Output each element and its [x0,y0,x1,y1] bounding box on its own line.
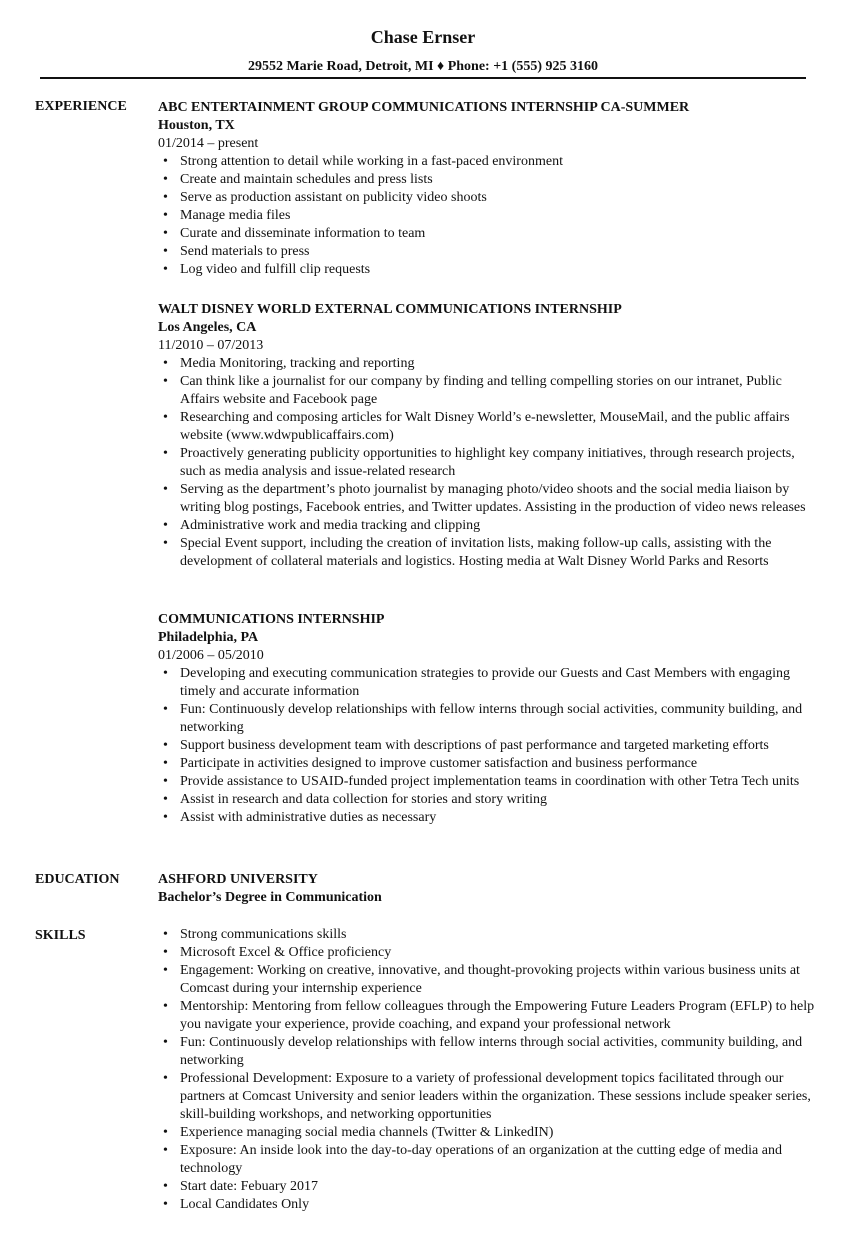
list-item: • Manage media files [180,207,818,225]
degree: Bachelor’s Degree in Communication [158,890,382,905]
list-item: • Exposure: An inside look into the day-to-day operations of an organization at the cutting edge of media and technology [180,1142,818,1178]
job-dates: 01/2006 – 05/2010 [158,648,264,663]
experience-section-label: EXPERIENCE [35,99,127,114]
job-bullet-list [158,665,818,827]
list-item: • Special Event support, including the creation of invitation lists, making follow-up calls, assisting with the development of collateral materials and logistics. Hosting media at Walt Disney World Parks and Resorts [180,535,818,571]
list-item: • Engagement: Working on creative, innovative, and thought-provoking projects within various business units at Comcast during your internship experience [180,962,818,998]
job-title: ABC ENTERTAINMENT GROUP COMMUNICATIONS INTERNSHIP CA-SUMMER [158,100,690,115]
list-item: • Serve as production assistant on publicity video shoots [180,189,818,207]
job-location: Philadelphia, PA [158,630,259,645]
list-item: • Media Monitoring, tracking and reporting [180,355,818,373]
list-item: • Start date: Febuary 2017 [180,1178,818,1196]
list-item: • Participate in activities designed to improve customer satisfaction and business performance [180,755,818,773]
list-item: • Strong communications skills [180,926,818,944]
job-bullet-list [158,355,818,571]
list-item: • Professional Development: Exposure to a variety of professional development topics facilitated through our partners at Comcast University and senior leaders within the organization. These sessions include speaker series, skill-building workshops, and networking opportunities [180,1070,818,1124]
list-item: • Support business development team with descriptions of past performance and targeted marketing efforts [180,737,818,755]
list-item: • Administrative work and media tracking and clipping [180,517,818,535]
job-dates: 11/2010 – 07/2013 [158,338,264,353]
list-item: • Assist with administrative duties as necessary [180,809,818,827]
job-title: COMMUNICATIONS INTERNSHIP [158,612,385,627]
list-item: • Curate and disseminate information to team [180,225,818,243]
list-item: • Can think like a journalist for our company by finding and telling compelling stories on our intranet, Public Affairs website and Facebook page [180,373,818,409]
list-item: • Assist in research and data collection for stories and story writing [180,791,818,809]
skills-entry [158,926,818,1214]
list-item: • Send materials to press [180,243,818,261]
education-section-label: EDUCATION [35,872,120,887]
contact-line: 29552 Marie Road, Detroit, MI ♦ Phone: +1 (555) 925 3160 [247,59,599,74]
skills-list [158,926,818,1214]
list-item: • Create and maintain schedules and press lists [180,171,818,189]
list-item: • Mentorship: Mentoring from fellow colleagues through the Empowering Future Leaders Program (EFLP) to help you navigate your experience, provide coaching, and expand your professional network [180,998,818,1034]
job-dates: 01/2014 – present [158,136,259,151]
job-entry [158,99,818,279]
job-title: WALT DISNEY WORLD EXTERNAL COMMUNICATIONS INTERNSHIP [158,302,622,317]
list-item: • Log video and fulfill clip requests [180,261,818,279]
list-item: • Fun: Continuously develop relationships with fellow interns through social activities, community building, and networking [180,701,818,737]
skills-section-label: SKILLS [35,928,86,943]
list-item: • Developing and executing communication strategies to provide our Guests and Cast Members with engaging timely and accurate information [180,665,818,701]
list-item: • Fun: Continuously develop relationships with fellow interns through social activities, community building, and networking [180,1034,818,1070]
job-entry [158,611,818,827]
candidate-name: Chase Ernser [370,27,476,47]
list-item: • Proactively generating publicity opportunities to highlight key company initiatives, through research projects, such as media analysis and issue-related research [180,445,818,481]
list-item: • Local Candidates Only [180,1196,818,1214]
list-item: • Experience managing social media channels (Twitter & LinkedIN) [180,1124,818,1142]
job-bullet-list [158,153,818,279]
job-location: Los Angeles, CA [158,320,257,335]
list-item: • Serving as the department’s photo journalist by managing photo/video shoots and the social media liaison by writing blog postings, Facebook entries, and Twitter updates. Assisting in the production of video news releases [180,481,818,517]
education-entry [158,871,818,907]
list-item: • Provide assistance to USAID-funded project implementation teams in coordination with other Tetra Tech units [180,773,818,791]
list-item: • Strong attention to detail while working in a fast-paced environment [180,153,818,171]
list-item: • Microsoft Excel & Office proficiency [180,944,818,962]
job-location: Houston, TX [158,118,235,133]
school-name: ASHFORD UNIVERSITY [158,872,318,887]
header-divider [40,77,806,79]
job-entry [158,301,818,571]
list-item: • Researching and composing articles for Walt Disney World’s e-newsletter, MouseMail, and the public affairs website (www.wdwpublicaffairs.com) [180,409,818,445]
